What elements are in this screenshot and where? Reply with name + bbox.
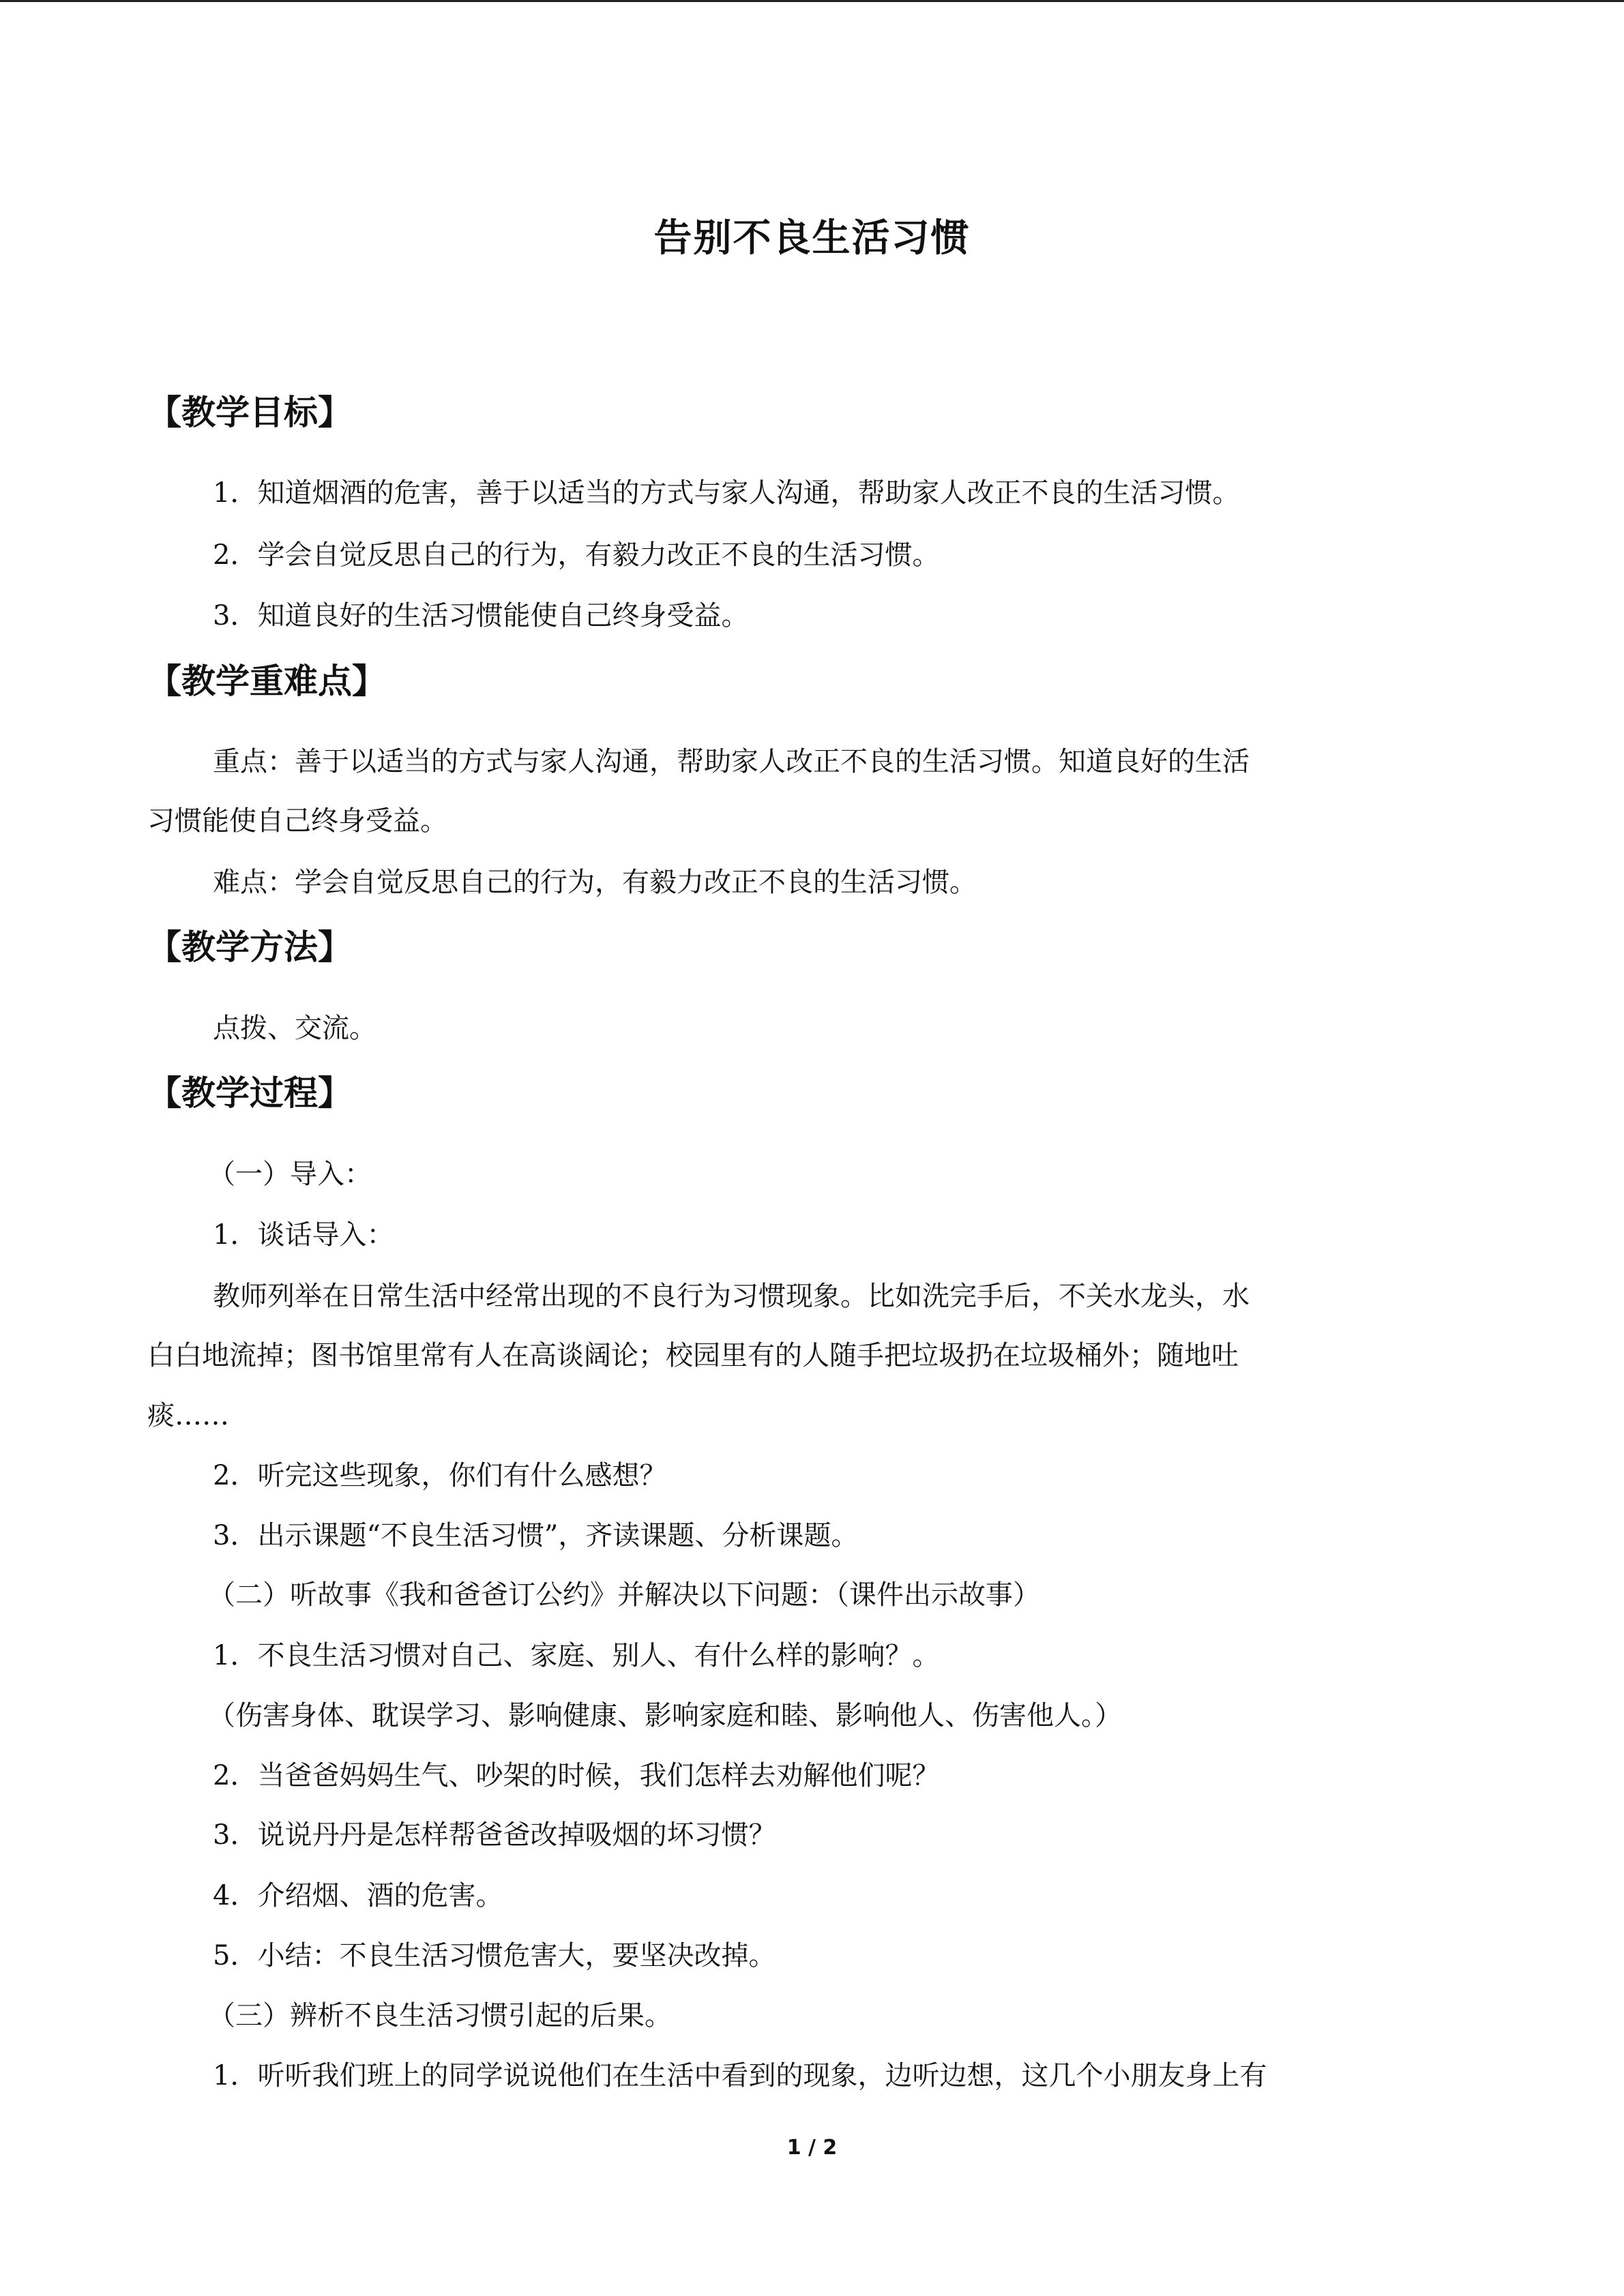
process-line: 白白地流掉；图书馆里常有人在高谈阔论；校园里有的人随手把垃圾扔在垃圾桶外；随地吐 xyxy=(147,1340,1239,1371)
process-line: 教师列举在日常生活中经常出现的不良行为习惯现象。比如洗完手后，不关水龙头，水 xyxy=(213,1281,1250,1312)
process-line: 1．听听我们班上的同学说说他们在生活中看到的现象，边听边想，这几个小朋友身上有 xyxy=(213,2060,1267,2091)
process-line: 3．出示课题“不良生活习惯”，齐读课题、分析课题。 xyxy=(213,1520,859,1551)
process-line: （伤害身体、耽误学习、影响健康、影响家庭和睦、影响他人、伤害他人。） xyxy=(208,1700,1122,1731)
process-line: 4．介绍烟、酒的危害。 xyxy=(213,1880,503,1911)
heading-teaching-goals: 【教学目标】 xyxy=(147,393,352,432)
key-point-difficulty: 难点：学会自觉反思自己的行为，有毅力改正不良的生活习惯。 xyxy=(213,867,977,898)
goal-item-1: 1．知道烟酒的危害，善于以适当的方式与家人沟通，帮助家人改正不良的生活习惯。 xyxy=(213,477,1240,509)
process-line: （一）导入： xyxy=(208,1159,372,1190)
key-point-focus-line-1: 重点：善于以适当的方式与家人沟通，帮助家人改正不良的生活习惯。知道良好的生活 xyxy=(213,746,1250,777)
process-line: 5．小结：不良生活习惯危害大，要坚决改掉。 xyxy=(213,1940,776,1971)
heading-key-points: 【教学重难点】 xyxy=(147,661,386,701)
process-line: 痰…… xyxy=(147,1400,229,1431)
page-number: 1 / 2 xyxy=(786,2136,838,2160)
process-line: 2．当爸爸妈妈生气、吵架的时候，我们怎样去劝解他们呢？ xyxy=(213,1760,940,1791)
heading-teaching-methods: 【教学方法】 xyxy=(147,927,352,967)
document-title: 告别不良生活习惯 xyxy=(653,216,971,260)
process-line: 1．不良生活习惯对自己、家庭、别人、有什么样的影响？。 xyxy=(213,1640,940,1671)
process-line: 1．谈话导入： xyxy=(213,1219,394,1251)
process-line: 2．听完这些现象，你们有什么感想？ xyxy=(213,1460,667,1491)
goal-item-2: 2．学会自觉反思自己的行为，有毅力改正不良的生活习惯。 xyxy=(213,539,940,571)
process-line: 3．说说丹丹是怎样帮爸爸改掉吸烟的坏习惯？ xyxy=(213,1819,776,1851)
goal-item-3: 3．知道良好的生活习惯能使自己终身受益。 xyxy=(213,600,749,631)
process-line: （三）辨析不良生活习惯引起的后果。 xyxy=(208,2000,672,2031)
methods-text: 点拨、交流。 xyxy=(213,1013,377,1044)
process-line: （二）听故事《我和爸爸订公约》并解决以下问题：（课件出示故事） xyxy=(208,1579,1040,1611)
heading-teaching-process: 【教学过程】 xyxy=(147,1073,352,1113)
key-point-focus-line-2: 习惯能使自己终身受益。 xyxy=(147,805,447,837)
